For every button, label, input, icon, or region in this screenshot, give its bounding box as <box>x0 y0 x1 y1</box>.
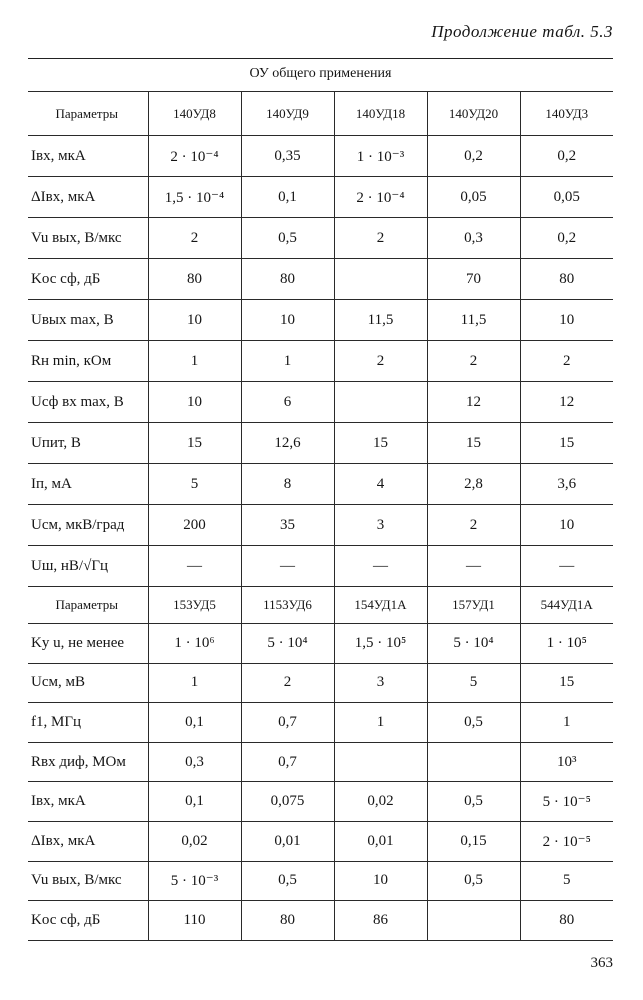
table-header-row <box>28 587 613 624</box>
parameter-value: 2 · 10⁻⁴ <box>334 177 427 218</box>
parameter-value: 10³ <box>520 742 613 782</box>
parameter-value: — <box>334 546 427 587</box>
parameter-value: 0,02 <box>148 821 241 861</box>
parameter-value: 15 <box>427 423 520 464</box>
parameter-value: 70 <box>427 259 520 300</box>
table-row <box>28 546 613 587</box>
table-row <box>28 505 613 546</box>
parameter-value: 5 <box>520 861 613 901</box>
parameter-value: 1 <box>520 703 613 743</box>
parameter-value: 0,05 <box>427 177 520 218</box>
parameter-value <box>334 259 427 300</box>
parameter-value: 11,5 <box>334 300 427 341</box>
parameter-value: 3 <box>334 505 427 546</box>
table-row <box>28 423 613 464</box>
parameter-value: 2 <box>241 663 334 703</box>
parameter-value: 5 <box>427 663 520 703</box>
parameter-value: 5 · 10⁴ <box>241 624 334 664</box>
parameter-value: 1 · 10⁵ <box>520 624 613 664</box>
parameter-value: 1,5 · 10⁵ <box>334 624 427 664</box>
parameter-name: Kу u, не менее <box>28 624 148 664</box>
parameter-value: 80 <box>241 259 334 300</box>
table-row <box>28 624 613 664</box>
parameter-value: 2 <box>520 341 613 382</box>
parameter-value: 15 <box>520 423 613 464</box>
parameter-value: 0,1 <box>148 703 241 743</box>
parameters-table-2 <box>28 586 613 941</box>
table-continuation-caption: Продолжение табл. 5.3 <box>431 22 613 41</box>
table-row <box>28 300 613 341</box>
parameter-value: 80 <box>241 901 334 941</box>
parameter-value: 10 <box>520 300 613 341</box>
parameter-value: 1 <box>148 341 241 382</box>
parameter-value: — <box>241 546 334 587</box>
header-device: 140УД3 <box>520 92 613 136</box>
parameter-value: 2 · 10⁻⁵ <box>520 821 613 861</box>
header-device: 157УД1 <box>427 587 520 624</box>
parameter-value: 10 <box>148 300 241 341</box>
table-row <box>28 742 613 782</box>
header-device: 140УД18 <box>334 92 427 136</box>
parameter-value: 8 <box>241 464 334 505</box>
parameter-value: 80 <box>520 259 613 300</box>
table-subtitle: ОУ общего применения <box>249 66 392 81</box>
parameter-value: 86 <box>334 901 427 941</box>
parameter-value: — <box>148 546 241 587</box>
parameter-name: f1, МГц <box>28 703 148 743</box>
parameter-value: 2 <box>427 341 520 382</box>
top-rule <box>28 58 613 59</box>
parameter-value: 10 <box>241 300 334 341</box>
parameter-value: 0,01 <box>241 821 334 861</box>
parameter-value: 1 · 10⁻³ <box>334 136 427 177</box>
parameter-value: 12 <box>427 382 520 423</box>
parameter-value: 0,2 <box>520 136 613 177</box>
parameter-value: 1,5 · 10⁻⁴ <box>148 177 241 218</box>
parameter-value: 0,01 <box>334 821 427 861</box>
parameter-value: 1 <box>334 703 427 743</box>
parameter-name: Uсф вх max, В <box>28 382 148 423</box>
parameter-value: 0,2 <box>427 136 520 177</box>
parameter-name: Kос сф, дБ <box>28 901 148 941</box>
parameter-value: 5 · 10⁴ <box>427 624 520 664</box>
parameter-value: 0,5 <box>241 861 334 901</box>
parameter-value: 10 <box>334 861 427 901</box>
table-row <box>28 218 613 259</box>
parameter-value: 35 <box>241 505 334 546</box>
parameter-name: ΔIвх, мкА <box>28 177 148 218</box>
table-row <box>28 382 613 423</box>
header-device: 140УД9 <box>241 92 334 136</box>
parameter-value: 2 <box>148 218 241 259</box>
parameter-value: 0,35 <box>241 136 334 177</box>
parameter-name: ΔIвх, мкА <box>28 821 148 861</box>
parameter-value: 2 <box>334 218 427 259</box>
table-row <box>28 782 613 822</box>
parameter-value: 10 <box>520 505 613 546</box>
parameter-value: 1 · 10⁶ <box>148 624 241 664</box>
parameter-value: — <box>520 546 613 587</box>
parameter-value: 0,3 <box>148 742 241 782</box>
parameter-value: 2,8 <box>427 464 520 505</box>
parameter-value: 0,075 <box>241 782 334 822</box>
table-row <box>28 901 613 941</box>
parameter-value: 2 <box>427 505 520 546</box>
parameter-value: 1 <box>241 341 334 382</box>
parameter-value: 0,7 <box>241 703 334 743</box>
parameter-value: 12 <box>520 382 613 423</box>
parameter-value: 3,6 <box>520 464 613 505</box>
parameter-value: 0,2 <box>520 218 613 259</box>
table-row <box>28 136 613 177</box>
parameter-value: 10 <box>148 382 241 423</box>
parameter-value: 0,05 <box>520 177 613 218</box>
header-device: 140УД8 <box>148 92 241 136</box>
parameter-value: 80 <box>148 259 241 300</box>
parameter-value <box>427 901 520 941</box>
parameter-name: Uвых max, В <box>28 300 148 341</box>
header-device: 1153УД6 <box>241 587 334 624</box>
parameter-name: Uсм, мВ <box>28 663 148 703</box>
parameter-name: Rн min, кОм <box>28 341 148 382</box>
parameter-value <box>334 742 427 782</box>
parameter-value: 5 · 10⁻⁵ <box>520 782 613 822</box>
parameter-value: 110 <box>148 901 241 941</box>
parameter-value: 2 · 10⁻⁴ <box>148 136 241 177</box>
parameter-value: — <box>427 546 520 587</box>
parameter-name: Uпит, В <box>28 423 148 464</box>
parameter-value: 0,15 <box>427 821 520 861</box>
parameter-value: 15 <box>148 423 241 464</box>
parameter-value: 0,1 <box>241 177 334 218</box>
parameter-value: 1 <box>148 663 241 703</box>
parameter-value: 0,3 <box>427 218 520 259</box>
parameter-value: 200 <box>148 505 241 546</box>
header-parameters: Параметры <box>28 587 148 624</box>
table-row <box>28 177 613 218</box>
parameter-value <box>427 742 520 782</box>
parameter-name: Kос сф, дБ <box>28 259 148 300</box>
parameter-name: Rвх диф, МОм <box>28 742 148 782</box>
parameter-value: 5 <box>148 464 241 505</box>
table-row <box>28 703 613 743</box>
page-number: 363 <box>590 955 613 971</box>
parameter-value: 15 <box>334 423 427 464</box>
parameter-value: 0,5 <box>241 218 334 259</box>
parameter-name: Iвх, мкА <box>28 782 148 822</box>
header-device: 140УД20 <box>427 92 520 136</box>
table-row <box>28 341 613 382</box>
table-row <box>28 821 613 861</box>
parameter-name: Uсм, мкВ/град <box>28 505 148 546</box>
parameter-value: 80 <box>520 901 613 941</box>
parameter-value: 5 · 10⁻³ <box>148 861 241 901</box>
parameter-value: 6 <box>241 382 334 423</box>
parameters-table-1 <box>28 91 613 587</box>
parameter-value: 15 <box>520 663 613 703</box>
table-row <box>28 861 613 901</box>
parameter-value: 2 <box>334 341 427 382</box>
parameter-value: 11,5 <box>427 300 520 341</box>
table-row <box>28 663 613 703</box>
parameter-value: 0,5 <box>427 861 520 901</box>
parameter-value: 0,5 <box>427 782 520 822</box>
table-row <box>28 259 613 300</box>
parameter-name: Iвх, мкА <box>28 136 148 177</box>
parameter-value: 0,02 <box>334 782 427 822</box>
table-header-row <box>28 92 613 136</box>
parameter-value: 12,6 <box>241 423 334 464</box>
parameter-name: Vu вых, В/мкс <box>28 218 148 259</box>
header-parameters: Параметры <box>28 92 148 136</box>
parameter-value: 0,5 <box>427 703 520 743</box>
parameter-value: 4 <box>334 464 427 505</box>
parameter-value: 3 <box>334 663 427 703</box>
parameter-name: Uш, нВ/√Гц <box>28 546 148 587</box>
table-row <box>28 464 613 505</box>
header-device: 544УД1А <box>520 587 613 624</box>
parameter-value <box>334 382 427 423</box>
parameter-name: Vu вых, В/мкс <box>28 861 148 901</box>
parameter-name: Iп, мА <box>28 464 148 505</box>
parameter-value: 0,7 <box>241 742 334 782</box>
parameter-value: 0,1 <box>148 782 241 822</box>
header-device: 154УД1А <box>334 587 427 624</box>
header-device: 153УД5 <box>148 587 241 624</box>
